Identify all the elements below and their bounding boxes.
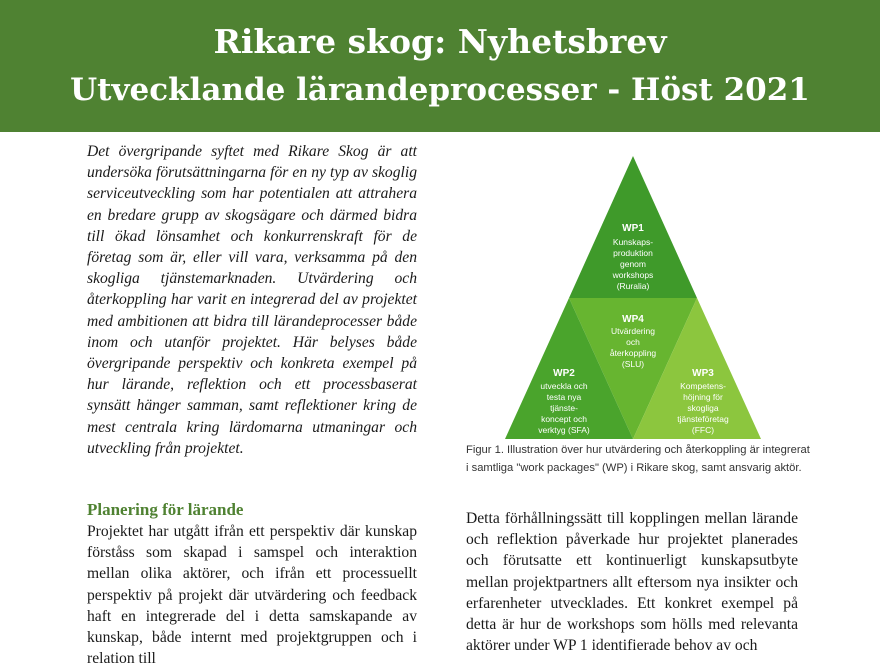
wp3-line: (FFC) [691, 425, 715, 435]
wp3-line: tjänsteföretag [677, 414, 729, 424]
wp4-title: WP4 [622, 314, 644, 325]
wp2-line: testa nya [546, 392, 582, 402]
newsletter-subtitle: Utvecklande lärandeprocesser - Höst 2021 [70, 72, 810, 108]
newsletter-title: Rikare skog: Nyhetsbrev [213, 22, 667, 61]
wp1-line: genom [620, 259, 646, 269]
header-banner [0, 0, 880, 132]
wp1-line: workshops [612, 270, 654, 280]
wp2-line: utveckla och [540, 381, 588, 391]
wp1-line: produktion [613, 248, 653, 258]
wp1-line: Kunskaps- [612, 237, 654, 247]
figure-caption: Figur 1. Illustration över hur utvärdering och återkoppling är integrerat i samtliga "work packages" (WP) i Rikare skog, samt ansvarig aktör. [466, 444, 810, 474]
wp3-line: höjning för [683, 392, 723, 402]
section-body: Projektet har utgått ifrån ett perspektiv där kunskap förståss som skapad i samspel och interaktion mellan olika aktörer, och ifrån ett processuellt perspektiv på projekt där utvärdering och feedback haft en integrerade del i detta samskapande av kunskap, både internt med projektgruppen och i relation till [87, 523, 417, 668]
wp3-line: skogliga [687, 403, 719, 413]
column2-paragraph: Detta förhållningssätt till kopplingen mellan lärande och reflektion påverkade hur projektet planerades och förutsatte ett kontinuerligt kunskapsutbyte mellan projektpartners allt eftersom nya insikter och erfarenheter utvecklades. Ett konkret exempel på detta är hur de workshops som hölls med relevanta aktörer under WP 1 identifierade behov av och [466, 510, 798, 655]
section-heading: Planering för lärande [87, 500, 244, 519]
wp2-title: WP2 [553, 368, 575, 379]
wp1-title: WP1 [622, 223, 644, 234]
wp4-line: återkoppling [609, 348, 657, 358]
intro-paragraph: Det övergripande syftet med Rikare Skog är att undersöka förutsättningarna för en ny typ av skoglig serviceutveckling som har potentialen att attrahera en bredare grupp av skogsägare och därmed bidra till ökad lönsamhet och konkurrenskraft för de företag som är, eller vill vara, verksamma på den skogliga tjänstemarknaden. Utvärdering och återkoppling har varit en integrerad del av projektet med ambitionen att bidra till lärandeprocesser både inom och utanför projektet. Här belyses både övergripande perspektiv och konkreta exempel på hur lärande, reflektion och ett processbaserat synsätt hänger samman, samt reflektioner kring de mest centrala kring lärdomarna utmaningar och utveckling från projektet. [87, 143, 417, 457]
wp4-line: och [626, 337, 640, 347]
wp2-line: verktyg (SFA) [538, 425, 590, 435]
wp4-line: (SLU) [621, 359, 645, 369]
wp2-line: koncept och [541, 414, 587, 424]
work-packages-pyramid [497, 152, 769, 440]
wp3-title: WP3 [692, 368, 714, 379]
wp1-line: (Ruralia) [616, 281, 650, 291]
wp4-line: Utvärdering [611, 326, 655, 336]
wp2-line: tjänste- [550, 403, 578, 413]
wp3-line: Kompetens- [680, 381, 726, 391]
